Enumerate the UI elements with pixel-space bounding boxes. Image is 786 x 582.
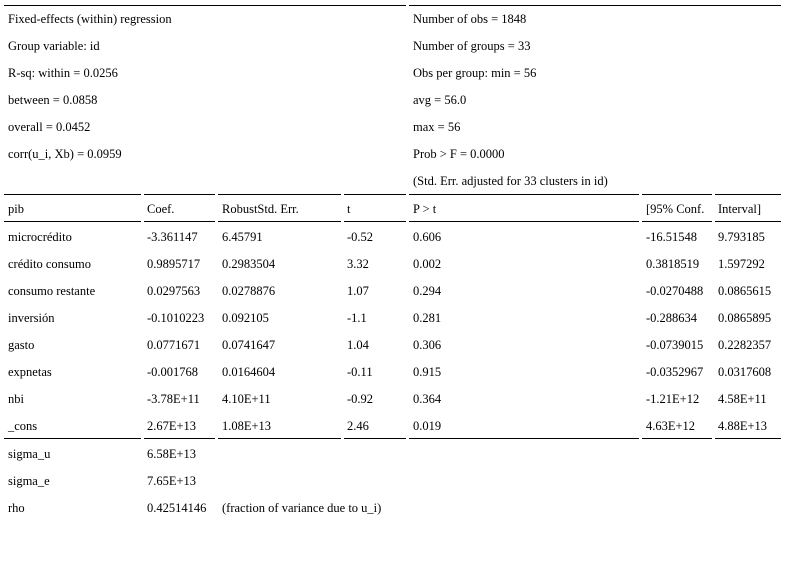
row-coef: 2.67E+13 [147, 419, 197, 433]
header-left-2: Group variable: id [8, 39, 100, 53]
row-ci-low: 4.63E+12 [646, 419, 696, 433]
row-ci-high: 0.0865615 [718, 284, 772, 298]
rule-above-columns-4 [344, 194, 406, 195]
row-ci-high: 4.88E+13 [718, 419, 768, 433]
header-left-4: between = 0.0858 [8, 93, 98, 107]
rule-below-columns-6 [642, 221, 712, 222]
header-right-4: avg = 56.0 [413, 93, 467, 107]
header-left-5: overall = 0.0452 [8, 120, 91, 134]
rule-above-columns-3 [218, 194, 341, 195]
row-variable: expnetas [8, 365, 52, 379]
row-std-err: 0.092105 [222, 311, 269, 325]
row-t: -0.52 [347, 230, 374, 244]
header-right-6: Prob > F = 0.0000 [413, 147, 505, 161]
row-ci-high: 1.597292 [718, 257, 765, 271]
row-variable: microcrédito [8, 230, 72, 244]
row-std-err: 6.45791 [222, 230, 263, 244]
column-header-std-err: RobustStd. Err. [222, 202, 299, 216]
row-p: 0.002 [413, 257, 442, 271]
column-header-coef: Coef. [147, 202, 175, 216]
row-coef: -3.78E+11 [147, 392, 200, 406]
row-ci-low: -0.0352967 [646, 365, 704, 379]
row-std-err: 0.0741647 [222, 338, 276, 352]
row-p: 0.306 [413, 338, 442, 352]
row-ci-high: 9.793185 [718, 230, 765, 244]
rule-above-columns-6 [642, 194, 712, 195]
header-right-2: Number of groups = 33 [413, 39, 531, 53]
row-std-err: 1.08E+13 [222, 419, 272, 433]
top-rule-left [4, 5, 406, 6]
rule-above-columns-1 [4, 194, 141, 195]
row-coef: -0.1010223 [147, 311, 205, 325]
header-left-6: corr(u_i, Xb) = 0.0959 [8, 147, 122, 161]
footer-label-sigma-e: sigma_e [8, 474, 50, 488]
row-variable: _cons [8, 419, 38, 433]
rule-below-rows-2 [144, 438, 215, 439]
row-std-err: 0.0278876 [222, 284, 276, 298]
column-header-variable: pib [8, 202, 24, 216]
row-ci-high: 4.58E+11 [718, 392, 767, 406]
rule-below-rows-5 [409, 438, 639, 439]
rule-above-columns-7 [715, 194, 781, 195]
footer-note-rho: (fraction of variance due to u_i) [222, 501, 382, 515]
row-coef: -3.361147 [147, 230, 198, 244]
rule-below-columns-7 [715, 221, 781, 222]
row-t: -1.1 [347, 311, 367, 325]
row-ci-low: -16.51548 [646, 230, 698, 244]
rule-below-columns-5 [409, 221, 639, 222]
row-ci-low: 0.3818519 [646, 257, 700, 271]
header-left-3: R-sq: within = 0.0256 [8, 66, 118, 80]
column-header-ci-high: Interval] [718, 202, 762, 216]
row-p: 0.281 [413, 311, 442, 325]
row-t: -0.92 [347, 392, 374, 406]
row-ci-high: 0.2282357 [718, 338, 772, 352]
row-ci-low: -0.288634 [646, 311, 698, 325]
header-left-1: Fixed-effects (within) regression [8, 12, 172, 26]
rule-above-columns-5 [409, 194, 639, 195]
row-p: 0.915 [413, 365, 442, 379]
header-right-7: (Std. Err. adjusted for 33 clusters in id) [413, 174, 608, 188]
rule-below-rows-1 [4, 438, 141, 439]
row-t: 2.46 [347, 419, 369, 433]
row-p: 0.606 [413, 230, 442, 244]
footer-value-sigma-e: 7.65E+13 [147, 474, 197, 488]
rule-below-columns-1 [4, 221, 141, 222]
row-t: -0.11 [347, 365, 373, 379]
row-coef: -0.001768 [147, 365, 199, 379]
footer-label-sigma-u: sigma_u [8, 447, 51, 461]
row-coef: 0.0771671 [147, 338, 201, 352]
row-variable: crédito consumo [8, 257, 91, 271]
row-ci-low: -0.0739015 [646, 338, 704, 352]
column-header-p: P > t [413, 202, 437, 216]
footer-value-rho: 0.42514146 [147, 501, 207, 515]
footer-value-sigma-u: 6.58E+13 [147, 447, 197, 461]
top-rule-right [409, 5, 781, 6]
row-ci-low: -1.21E+12 [646, 392, 700, 406]
row-variable: inversión [8, 311, 55, 325]
row-t: 1.04 [347, 338, 369, 352]
row-variable: consumo restante [8, 284, 96, 298]
row-coef: 0.0297563 [147, 284, 201, 298]
rule-below-rows-6 [642, 438, 712, 439]
column-header-ci-low: [95% Conf. [646, 202, 705, 216]
row-std-err: 0.2983504 [222, 257, 276, 271]
row-t: 3.32 [347, 257, 369, 271]
row-variable: nbi [8, 392, 24, 406]
row-p: 0.364 [413, 392, 442, 406]
rule-above-columns-2 [144, 194, 215, 195]
row-ci-high: 0.0865895 [718, 311, 772, 325]
row-coef: 0.9895717 [147, 257, 201, 271]
rule-below-columns-2 [144, 221, 215, 222]
rule-below-rows-4 [344, 438, 406, 439]
header-right-5: max = 56 [413, 120, 461, 134]
row-ci-high: 0.0317608 [718, 365, 772, 379]
rule-below-columns-4 [344, 221, 406, 222]
row-variable: gasto [8, 338, 35, 352]
row-p: 0.294 [413, 284, 442, 298]
row-std-err: 0.0164604 [222, 365, 276, 379]
row-p: 0.019 [413, 419, 442, 433]
rule-below-rows-7 [715, 438, 781, 439]
footer-label-rho: rho [8, 501, 25, 515]
row-std-err: 4.10E+11 [222, 392, 271, 406]
row-t: 1.07 [347, 284, 369, 298]
column-header-t: t [347, 202, 351, 216]
row-ci-low: -0.0270488 [646, 284, 704, 298]
rule-below-rows-3 [218, 438, 341, 439]
rule-below-columns-3 [218, 221, 341, 222]
header-right-3: Obs per group: min = 56 [413, 66, 537, 80]
header-right-1: Number of obs = 1848 [413, 12, 527, 26]
